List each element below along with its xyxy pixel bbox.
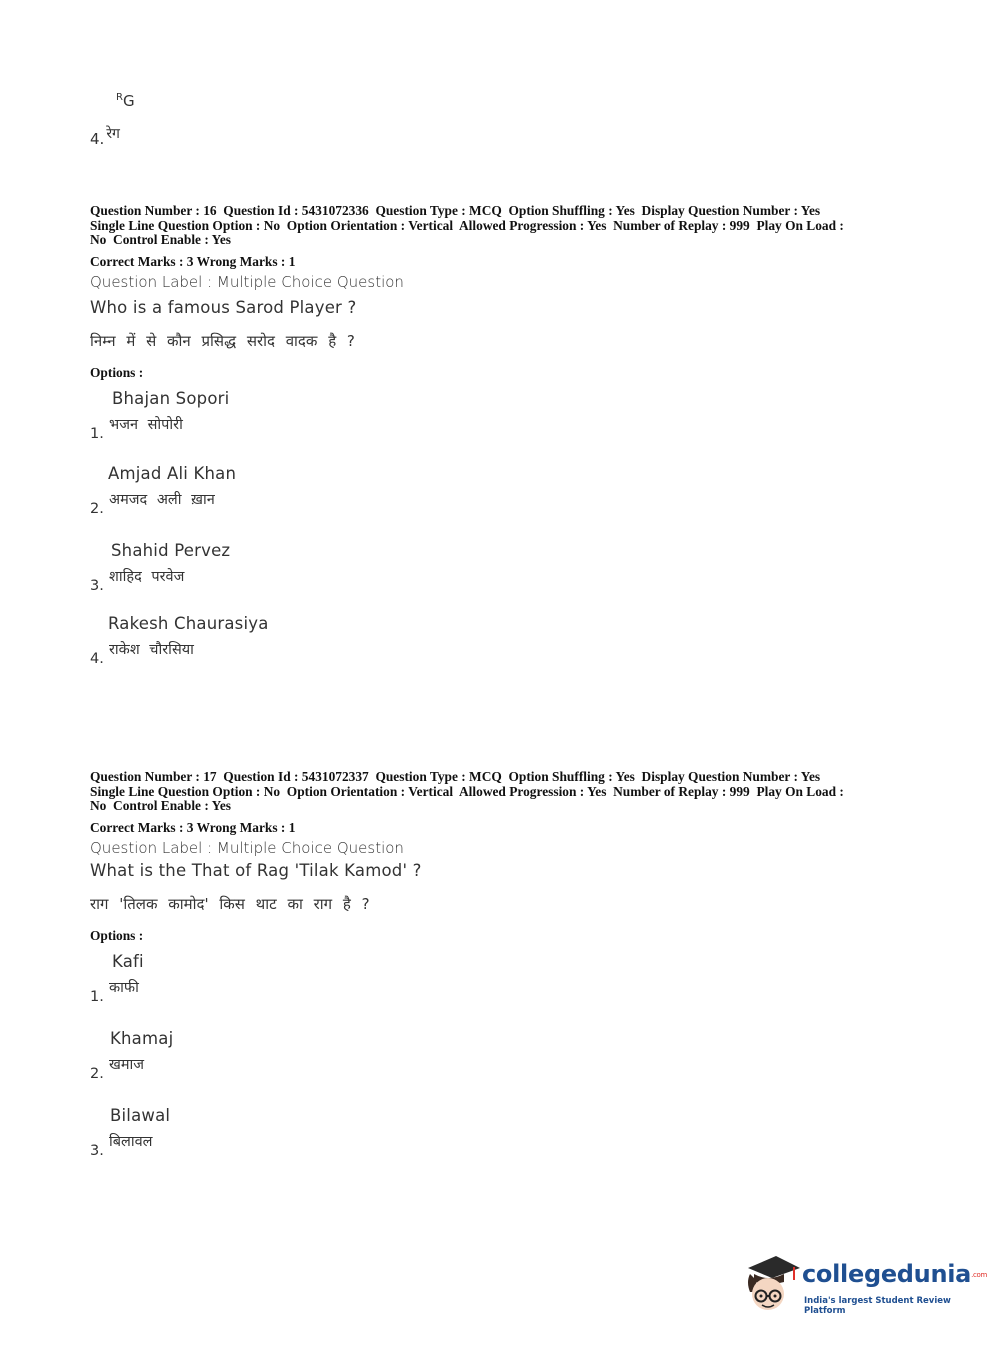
collegedunia-logo <box>742 1252 988 1316</box>
meta-line: Question Number : 17 Question Id : 5431072337 Question Type : MCQ Option Shuffling : Yes Display Question Number : Yes <box>90 769 821 784</box>
option-2 <box>90 464 920 517</box>
option-text-en: Rakesh Chaurasiya <box>108 613 269 633</box>
question-meta <box>90 770 920 814</box>
logo-name: collegedunia <box>802 1260 972 1288</box>
option-number: 2. <box>90 1065 104 1082</box>
option-3 <box>90 541 920 594</box>
options-label: Options : <box>90 364 144 380</box>
meta-line: No Control Enable : Yes <box>90 232 231 248</box>
logo-dotcom: .com <box>971 1271 988 1279</box>
option-number: 1. <box>90 425 104 442</box>
carry-over-rg-sup: R <box>116 92 123 103</box>
question-marks: Correct Marks : 3 Wrong Marks : 1 <box>90 253 296 269</box>
option-text-hi: बिलावल <box>109 1133 153 1150</box>
option-number: 1. <box>90 988 104 1005</box>
option-text-hi: भजन सोपोरी <box>109 416 183 433</box>
option-text-en: Kafi <box>112 951 144 971</box>
option-number: 4. <box>90 650 104 667</box>
question-17 <box>90 770 920 1159</box>
option-1 <box>90 389 920 442</box>
option-text-hi: अमजद अली ख़ान <box>109 491 215 508</box>
option-number: 2. <box>90 500 104 517</box>
meta-line: Question Number : 16 Question Id : 5431072336 Question Type : MCQ Option Shuffling : Yes Display Question Number : Yes <box>90 203 821 218</box>
question-meta <box>90 204 920 248</box>
option-hindi: रेग <box>106 126 120 142</box>
carry-over-option <box>90 126 120 149</box>
option-text-en: Khamaj <box>110 1028 174 1048</box>
meta-line: No Control Enable : Yes <box>90 798 231 814</box>
question-text-en: Who is a famous Sarod Player ? <box>90 297 357 317</box>
option-number: 3. <box>90 1142 104 1159</box>
option-text-hi: खमाज <box>109 1056 145 1073</box>
option-text-en: Bilawal <box>110 1105 171 1125</box>
option-text-en: Amjad Ali Khan <box>108 463 237 483</box>
option-text-hi: शाहिद परवेज <box>109 568 185 585</box>
question-text-hi: राग 'तिलक कामोद' किस थाट का राग है ? <box>90 894 370 913</box>
option-text-en: Shahid Pervez <box>111 540 231 560</box>
meta-line: Single Line Question Option : No Option Orientation : Vertical Allowed Progression : Yes Number of Replay : 999 Play On Load : <box>90 783 844 799</box>
option-text-en: Bhajan Sopori <box>112 388 230 408</box>
question-marks: Correct Marks : 3 Wrong Marks : 1 <box>90 819 296 835</box>
logo-tagline: India's largest Student Review Platform <box>804 1296 951 1316</box>
question-label: Question Label : Multiple Choice Question <box>90 272 404 291</box>
options-label: Options : <box>90 927 144 943</box>
question-text-en: What is the That of Rag 'Tilak Kamod' ? <box>90 860 422 880</box>
option-4 <box>90 614 920 667</box>
option-text-hi: काफी <box>109 979 139 996</box>
mascot-icon <box>742 1252 802 1314</box>
question-text-hi: निम्न में से कौन प्रसिद्ध सरोद वादक है ? <box>90 331 355 350</box>
option-2 <box>90 1029 920 1082</box>
carry-over-rg-main: G <box>122 92 135 110</box>
option-text-hi: राकेश चौरसिया <box>109 641 194 658</box>
option-1 <box>90 952 920 1005</box>
logo-wordmark <box>802 1260 987 1288</box>
carry-over-rg <box>116 92 135 110</box>
option-number: 4. <box>90 130 105 148</box>
option-number: 3. <box>90 577 104 594</box>
option-3 <box>90 1106 920 1159</box>
question-label: Question Label : Multiple Choice Question <box>90 838 404 857</box>
meta-line: Single Line Question Option : No Option Orientation : Vertical Allowed Progression : Yes Number of Replay : 999 Play On Load : <box>90 217 844 233</box>
question-16 <box>90 204 920 667</box>
